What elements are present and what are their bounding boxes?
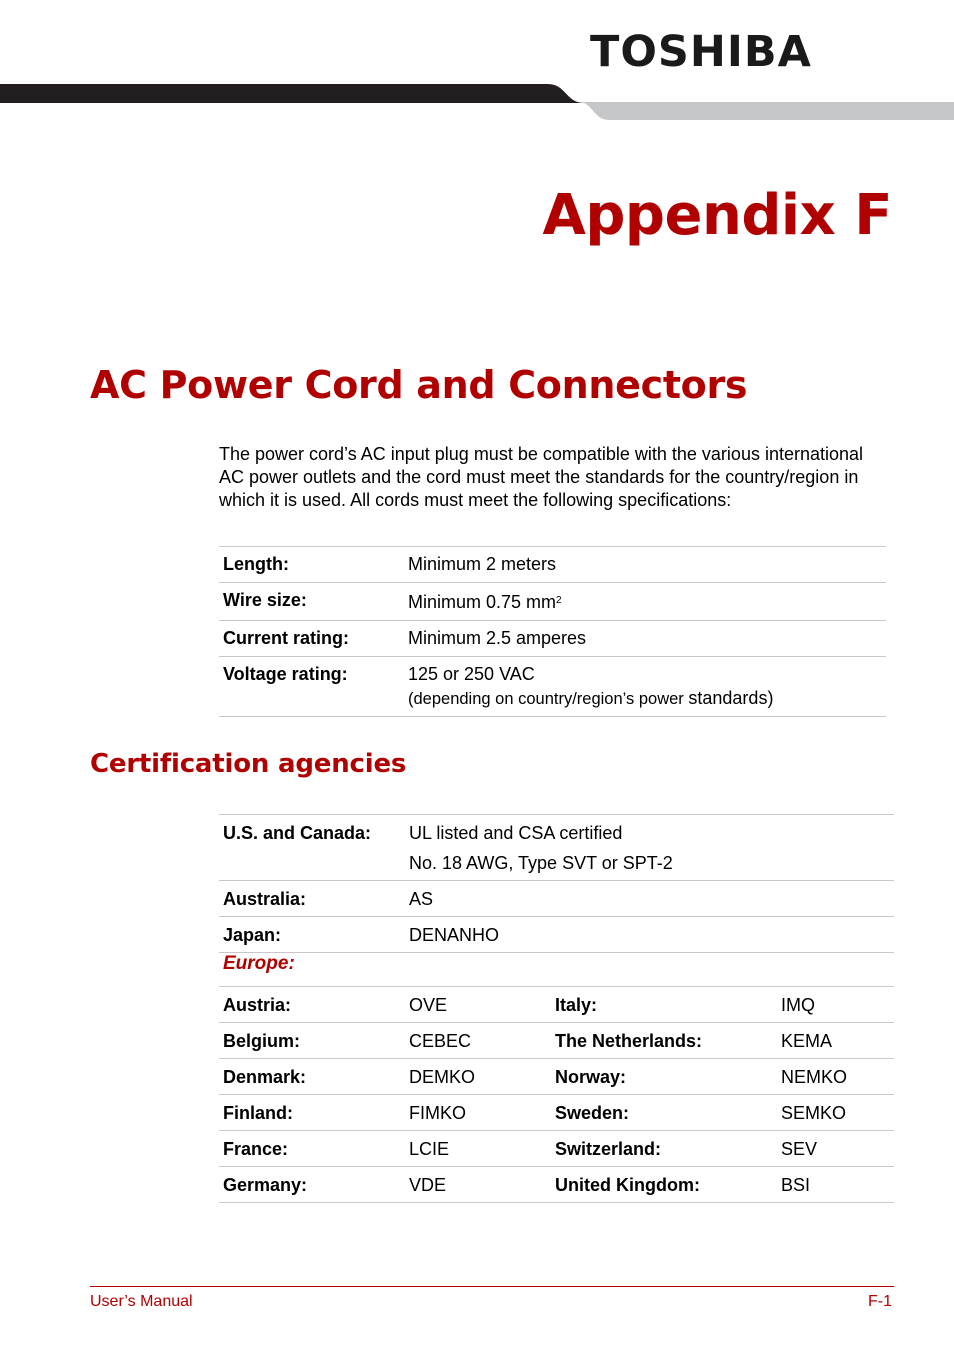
toshiba-logo: TOSHIBA xyxy=(590,27,812,77)
country-label: Sweden: xyxy=(551,1095,777,1131)
spec-value: Minimum 2 meters xyxy=(404,547,886,583)
spec-row-length xyxy=(219,547,886,583)
agency-value: LCIE xyxy=(405,1131,551,1167)
europe-label: Europe: xyxy=(219,953,894,987)
cert-row-europe xyxy=(219,1023,894,1059)
country-label: Austria: xyxy=(219,987,405,1023)
agency-value: SEMKO xyxy=(777,1095,894,1131)
cert-row-europe xyxy=(219,1059,894,1095)
spec-row-voltage-rating xyxy=(219,657,886,717)
cert-label: U.S. and Canada: xyxy=(219,815,405,881)
country-label: Belgium: xyxy=(219,1023,405,1059)
cert-row-australia xyxy=(219,881,894,917)
superscript: 2 xyxy=(556,595,562,606)
cert-value: AS xyxy=(405,881,894,917)
cert-label: Australia: xyxy=(219,881,405,917)
country-label: Finland: xyxy=(219,1095,405,1131)
cert-row-europe xyxy=(219,1167,894,1203)
page-number: F-1 xyxy=(868,1293,892,1310)
spec-label: Length: xyxy=(219,547,404,583)
cert-row-us-canada xyxy=(219,815,894,881)
agency-value: VDE xyxy=(405,1167,551,1203)
header-band xyxy=(0,84,954,126)
cert-value: DENANHO xyxy=(405,917,894,953)
agency-value: KEMA xyxy=(777,1023,894,1059)
spec-table xyxy=(219,546,886,717)
agency-value: NEMKO xyxy=(777,1059,894,1095)
wire-size-value: Minimum 0.75 mm xyxy=(408,592,557,612)
spec-label: Voltage rating: xyxy=(219,657,404,717)
spec-row-wire-size xyxy=(219,583,886,621)
cert-row-europe-heading xyxy=(219,953,894,987)
header-band-light xyxy=(578,102,954,120)
agency-value: DEMKO xyxy=(405,1059,551,1095)
country-label: Germany: xyxy=(219,1167,405,1203)
certification-table xyxy=(219,814,894,1203)
voltage-value: 125 or 250 VAC xyxy=(408,664,535,684)
country-label: Denmark: xyxy=(219,1059,405,1095)
section-title: AC Power Cord and Connectors xyxy=(90,363,748,407)
cert-row-europe xyxy=(219,987,894,1023)
country-label: The Netherlands: xyxy=(551,1023,777,1059)
country-label: Italy: xyxy=(551,987,777,1023)
spec-value xyxy=(404,657,886,717)
cert-row-europe xyxy=(219,1095,894,1131)
cert-value-line: No. 18 AWG, Type SVT or SPT-2 xyxy=(409,853,673,873)
cert-label: Japan: xyxy=(219,917,405,953)
cert-value xyxy=(405,815,894,881)
spec-row-current-rating xyxy=(219,621,886,657)
spec-value: Minimum 2.5 amperes xyxy=(404,621,886,657)
agency-value: CEBEC xyxy=(405,1023,551,1059)
footer-divider xyxy=(90,1286,894,1287)
spec-value xyxy=(404,583,886,621)
agency-value: SEV xyxy=(777,1131,894,1167)
voltage-note-suffix: standards) xyxy=(688,688,774,708)
agency-value: BSI xyxy=(777,1167,894,1203)
cert-row-japan xyxy=(219,917,894,953)
cert-row-europe xyxy=(219,1131,894,1167)
cert-value-line: UL listed and CSA certified xyxy=(409,823,623,843)
certification-title: Certification agencies xyxy=(90,749,407,779)
footer-manual-label: User’s Manual xyxy=(90,1293,193,1310)
country-label: United Kingdom: xyxy=(551,1167,777,1203)
spec-label: Wire size: xyxy=(219,583,404,621)
agency-value: IMQ xyxy=(777,987,894,1023)
agency-value: OVE xyxy=(405,987,551,1023)
header-band-dark xyxy=(0,84,584,103)
intro-paragraph: The power cord’s AC input plug must be compatible with the various international AC power outlets and the cord must meet the standards for the country/region in which it is used. All cords must meet the following specifications: xyxy=(219,444,864,510)
voltage-note-prefix: (depending on country/region’s power xyxy=(408,690,689,708)
appendix-title: Appendix F xyxy=(542,183,892,248)
agency-value: FIMKO xyxy=(405,1095,551,1131)
country-label: Norway: xyxy=(551,1059,777,1095)
spec-label: Current rating: xyxy=(219,621,404,657)
voltage-note xyxy=(408,689,886,709)
country-label: France: xyxy=(219,1131,405,1167)
country-label: Switzerland: xyxy=(551,1131,777,1167)
